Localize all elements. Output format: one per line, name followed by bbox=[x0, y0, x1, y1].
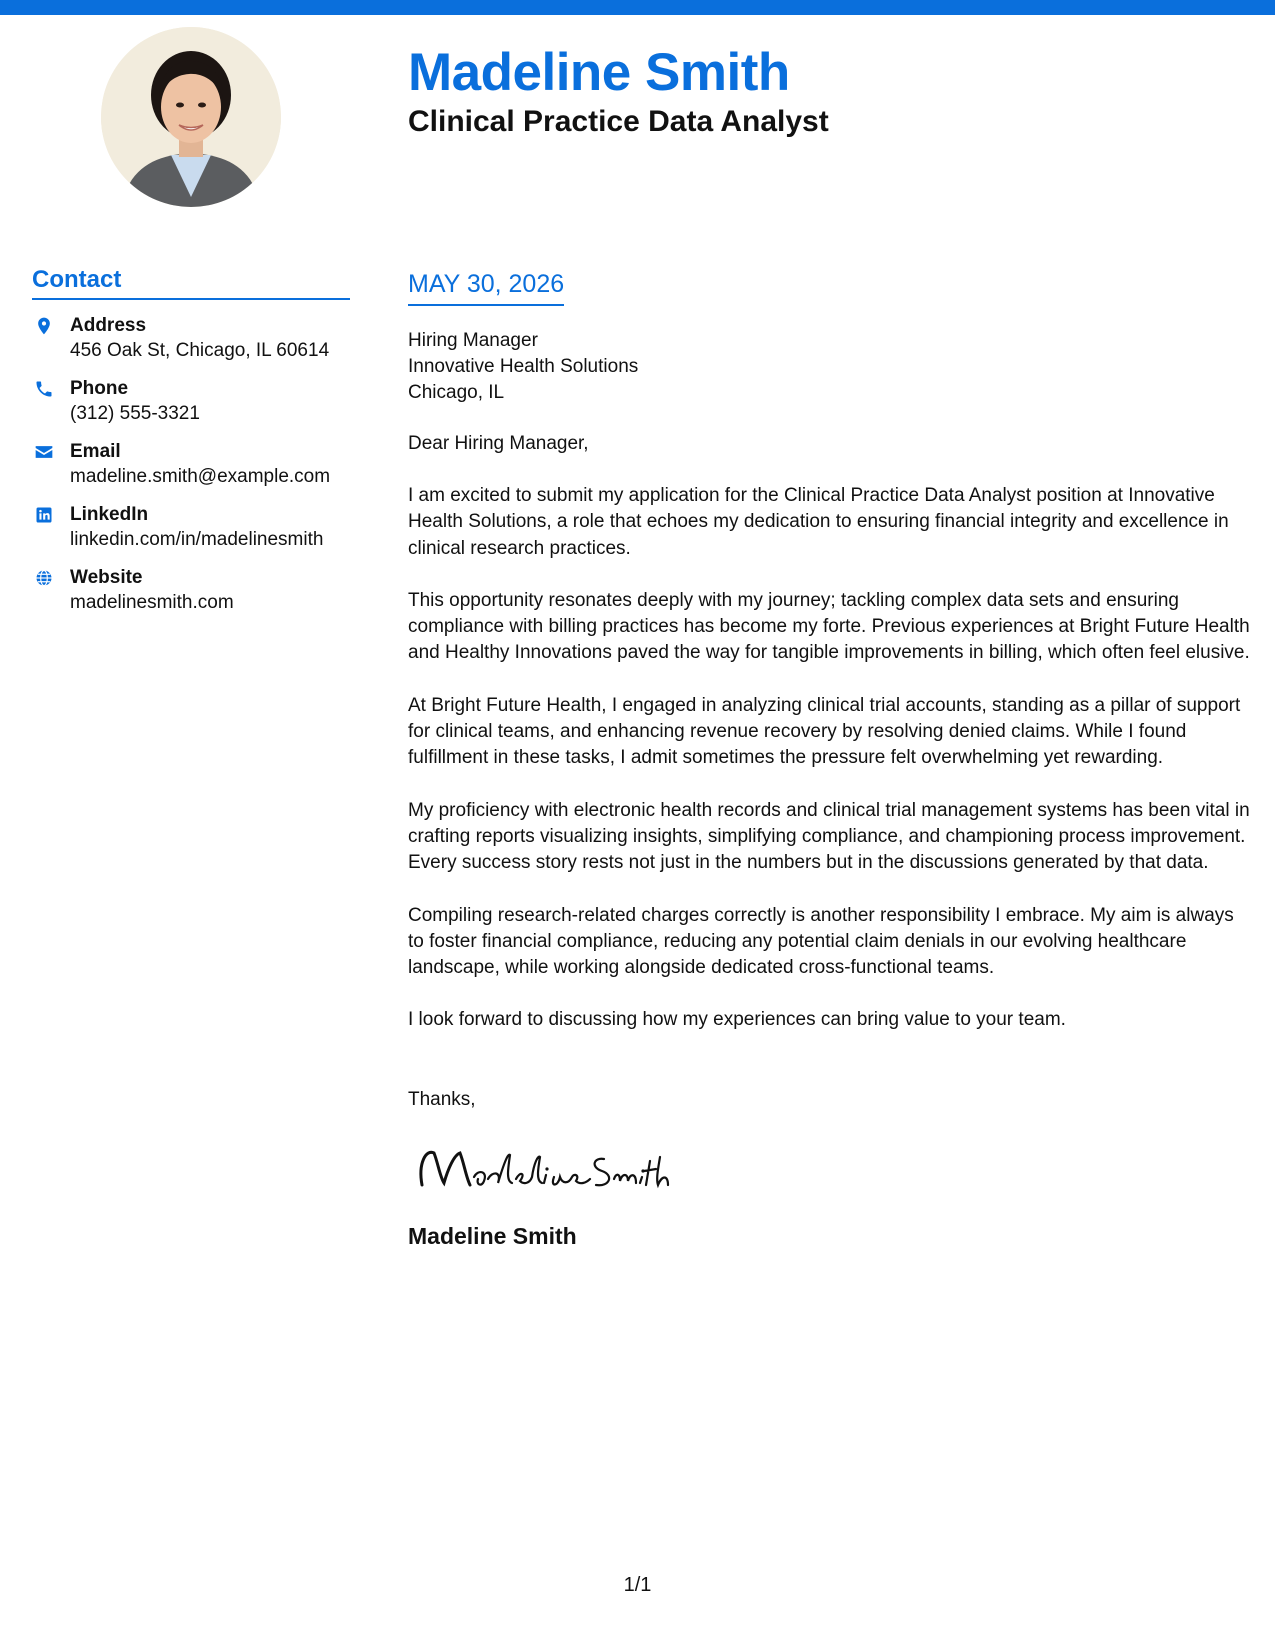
letter-body bbox=[408, 266, 1253, 1251]
contact-label: Phone bbox=[70, 378, 129, 399]
applicant-name: Madeline Smith bbox=[408, 43, 790, 102]
contact-heading: Contact bbox=[32, 264, 350, 300]
top-accent-bar bbox=[0, 0, 1275, 15]
signer-name: Madeline Smith bbox=[408, 1222, 577, 1249]
contact-item-website bbox=[32, 566, 350, 629]
recipient-block bbox=[408, 328, 1253, 406]
contact-label: Address bbox=[70, 315, 147, 336]
globe-icon bbox=[34, 568, 54, 588]
contact-item-email bbox=[32, 440, 350, 503]
contact-value: linkedin.com/in/madelinesmith bbox=[70, 529, 324, 550]
job-title: Clinical Practice Data Analyst bbox=[408, 105, 829, 138]
recipient-line: Innovative Health Solutions bbox=[408, 356, 639, 377]
handwritten-signature bbox=[408, 1133, 688, 1203]
contact-label: Website bbox=[70, 567, 143, 588]
contact-item-phone bbox=[32, 377, 350, 440]
contact-value: (312) 555-3321 bbox=[70, 403, 200, 424]
letter-paragraph: Compiling research-related charges correctly is another responsibility I embrace. My aim is always to foster financial compliance, reducing any potential claim denials in our evolving healthcare landscape, while working alongside dedicated cross-functional teams. bbox=[408, 904, 1234, 979]
contact-sidebar bbox=[32, 264, 350, 629]
salutation: Dear Hiring Manager, bbox=[408, 433, 589, 454]
letter-paragraph: At Bright Future Health, I engaged in analyzing clinical trial accounts, standing as a pillar of support for clinical teams, and enhancing revenue recovery by resolving denied claims. While I found fulfillment in these tasks, I admit sometimes the pressure felt overwhelming yet rewarding. bbox=[408, 694, 1241, 769]
contact-value: madeline.smith@example.com bbox=[70, 466, 331, 487]
recipient-line: Chicago, IL bbox=[408, 382, 505, 403]
contact-item-address bbox=[32, 314, 350, 377]
linkedin-icon bbox=[34, 505, 54, 525]
location-pin-icon bbox=[34, 316, 54, 336]
letter-paragraph: My proficiency with electronic health records and clinical trial management systems has been vital in crafting reports visualizing insights, simplifying compliance, and championing process improvement. Every success story rests not just in the numbers but in the discussions generated by that data. bbox=[408, 799, 1250, 874]
contact-label: LinkedIn bbox=[70, 504, 149, 525]
letter-paragraph: I look forward to discussing how my experiences can bring value to your team. bbox=[408, 1009, 1066, 1031]
page-number: 1/1 bbox=[623, 1574, 652, 1596]
contact-list bbox=[32, 314, 350, 629]
letter-paragraph: I am excited to submit my application for the Clinical Practice Data Analyst position at Innovative Health Solutions, a role that echoes my dedication to ensuring financial integrity and excellence in clinical research practices. bbox=[408, 485, 1229, 559]
phone-icon bbox=[34, 379, 54, 399]
recipient-line: Hiring Manager bbox=[408, 330, 538, 351]
closing: Thanks, bbox=[408, 1088, 476, 1110]
contact-value: 456 Oak St, Chicago, IL 60614 bbox=[70, 340, 330, 361]
contact-item-linkedin bbox=[32, 503, 350, 566]
contact-label: Email bbox=[70, 441, 121, 462]
profile-photo bbox=[101, 27, 281, 207]
contact-value: madelinesmith.com bbox=[70, 592, 234, 613]
letter-date: MAY 30, 2026 bbox=[408, 266, 564, 306]
envelope-icon bbox=[34, 442, 54, 462]
letter-paragraph: This opportunity resonates deeply with my journey; tackling complex data sets and ensuring compliance with billing practices has become my forte. Previous experiences at Bright Future Health and Healthy Innovations paved the way for tangible improvements in billing, which often feel elusive. bbox=[408, 589, 1250, 664]
